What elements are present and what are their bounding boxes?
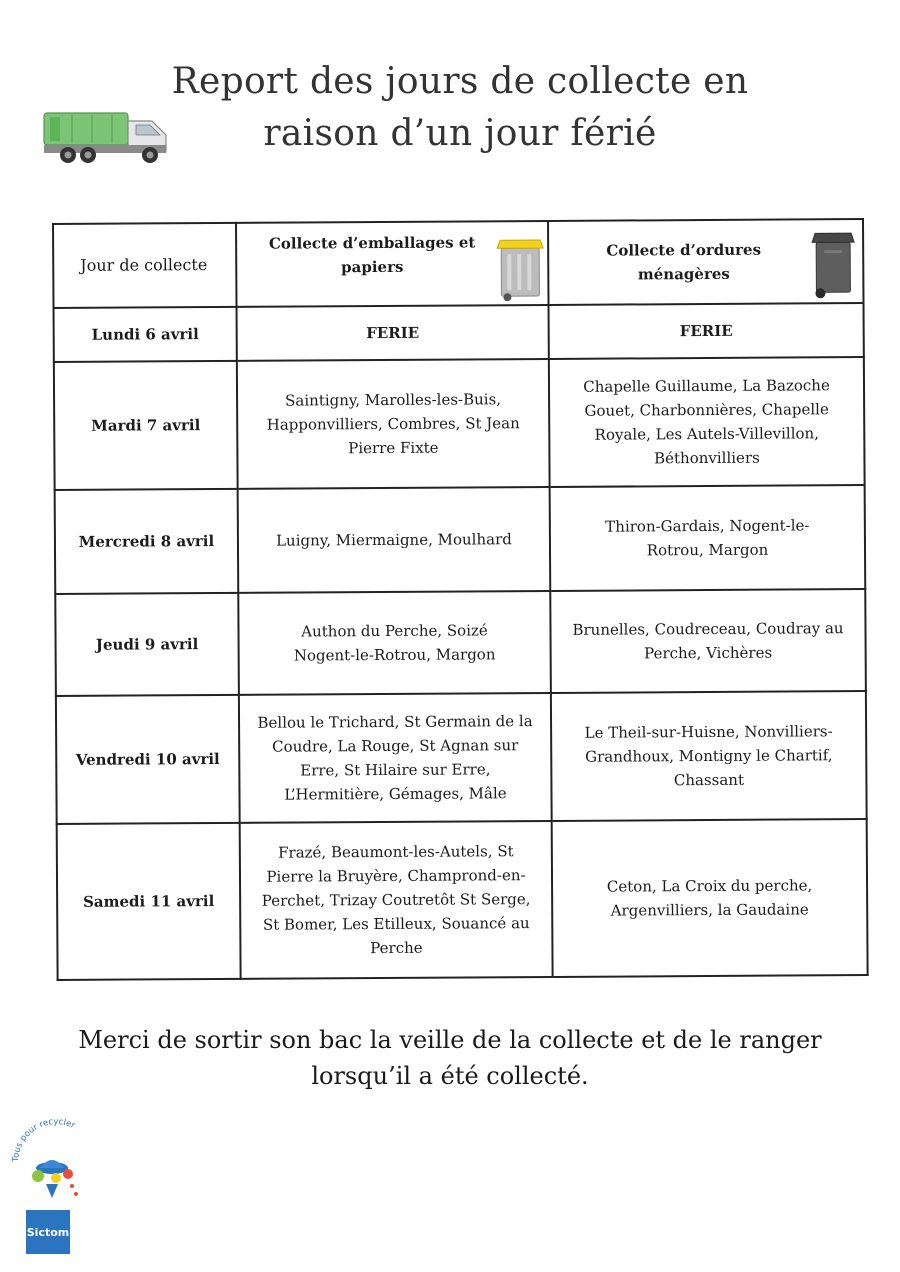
footer-note <box>60 1022 840 1094</box>
row-ordures: Thiron-Gardais, Nogent-le-Rotrou, Margon <box>550 485 866 591</box>
title-line-2: raison d’un jour férié <box>263 113 657 154</box>
row-emballages: FERIE <box>237 305 549 361</box>
row-ordures: Brunelles, Coudreceau, Coudray au Perche, Vichères <box>550 589 866 693</box>
table-row <box>57 819 868 980</box>
row-day: Vendredi 10 avril <box>56 695 240 824</box>
table-row <box>56 691 867 824</box>
row-emballages: Bellou le Trichard, St Germain de la Coudre, La Rouge, St Agnan sur Erre, St Hilaire sur Erre, L’Hermitière, Gémages, Mâle <box>239 693 552 823</box>
table-row <box>55 485 866 594</box>
header-ordures-label: Collecte d’ordures ménagères <box>606 240 762 284</box>
row-ordures: Ceton, La Croix du perche, Argenvilliers, la Gaudaine <box>552 819 868 977</box>
yellow-recycling-bin-icon <box>495 236 545 302</box>
row-day: Mercredi 8 avril <box>55 489 239 594</box>
logo-arc-text: Tous pour recycler <box>10 1118 77 1163</box>
row-emballages: Saintigny, Marolles-les-Buis, Happonvilliers, Combres, St Jean Pierre Fixte <box>237 359 550 489</box>
header-emballages <box>236 221 549 307</box>
table-row <box>55 589 866 696</box>
header-day-label: Jour de collecte <box>80 255 208 275</box>
header-day <box>53 223 237 308</box>
row-day: Mardi 7 avril <box>54 361 238 490</box>
logo-brand: Sictom <box>26 1226 70 1239</box>
row-ordures: Chapelle Guillaume, La Bazoche Gouet, Charbonnières, Chapelle Royale, Les Autels-Villevillon, Béthonvilliers <box>549 357 865 487</box>
title-line-1: Report des jours de collecte en <box>171 61 749 102</box>
grey-waste-bin-icon <box>810 228 856 298</box>
row-emballages: Frazé, Beaumont-les-Autels, St Pierre la Bruyère, Champrond-en-Perchet, Trizay Coutretôt St Serge, St Bomer, Les Etilleux, Souancé au Perche <box>240 821 553 979</box>
footer-line-2: lorsqu’il a été collecté. <box>311 1062 589 1090</box>
collection-schedule-table <box>52 218 869 981</box>
sictom-logo <box>10 1118 100 1256</box>
header-ordures <box>548 219 864 305</box>
table-row <box>54 357 865 490</box>
table-header-row <box>53 219 863 308</box>
row-ordures: Le Theil-sur-Huisne, Nonvilliers-Grandhoux, Montigny le Chartif, Chassant <box>551 691 867 821</box>
row-emballages: Authon du Perche, Soizé Nogent-le-Rotrou, Margon <box>238 591 551 695</box>
table-row <box>54 303 864 362</box>
header-emballages-label: Collecte d’emballages et papiers <box>268 233 476 277</box>
row-day: Samedi 11 avril <box>57 823 241 980</box>
row-emballages: Luigny, Miermaigne, Moulhard <box>238 487 551 593</box>
row-day: Jeudi 9 avril <box>55 593 239 696</box>
footer-line-1: Merci de sortir son bac la veille de la collecte et de le ranger <box>78 1026 822 1054</box>
row-day: Lundi 6 avril <box>54 307 237 362</box>
svg-text:Tous pour recycler <box>11 1118 77 1163</box>
row-ordures: FERIE <box>549 303 864 359</box>
page-title <box>150 56 770 160</box>
